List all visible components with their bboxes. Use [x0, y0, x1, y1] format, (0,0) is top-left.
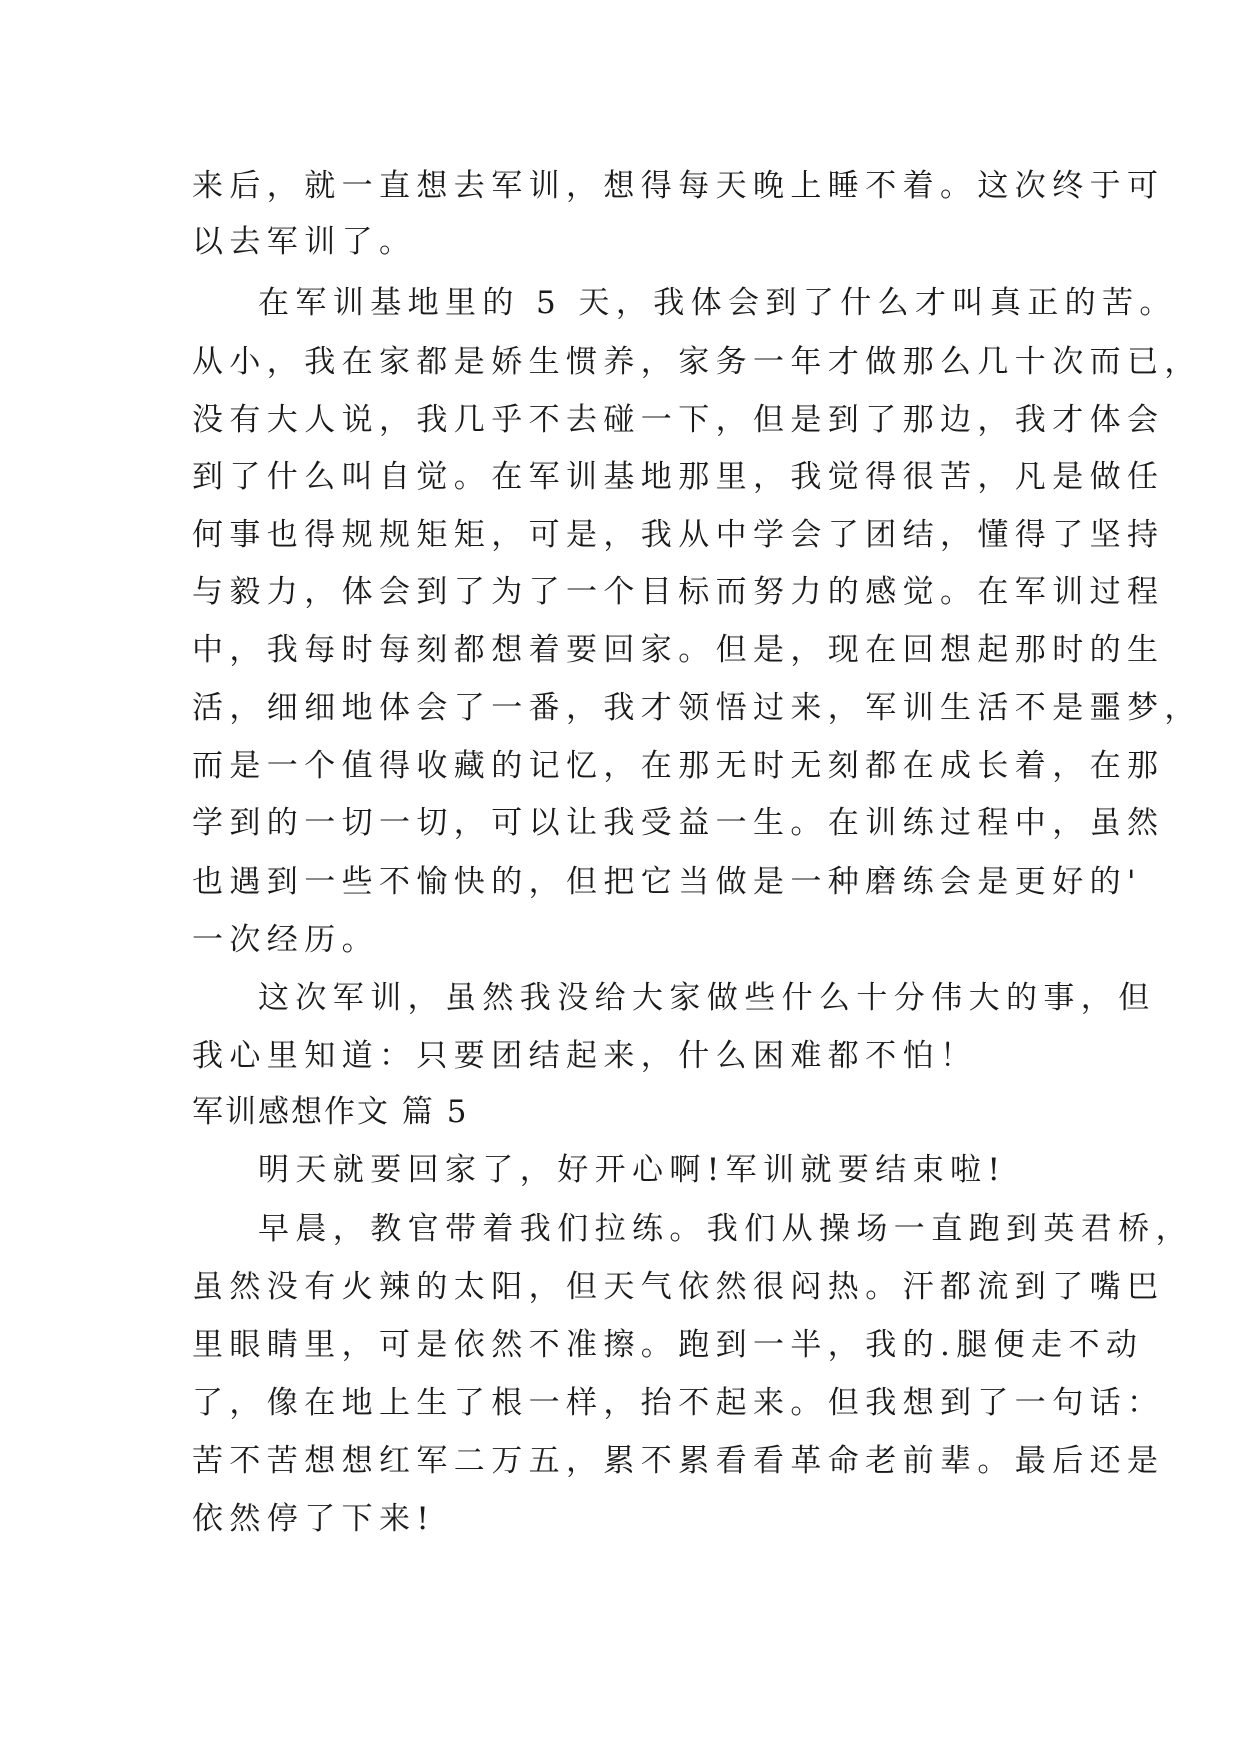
paragraph-line: 中，我每时每刻都想着要回家。但是，现在回想起那时的生 [192, 632, 1165, 668]
paragraph-line: 何事也得规规矩矩，可是，我从中学会了团结，懂得了坚持 [192, 517, 1165, 553]
paragraph-line: 这次军训，虽然我没给大家做些什么十分伟大的事，但 [258, 980, 1156, 1016]
section-heading: 军训感想作文 篇 5 [192, 1094, 469, 1130]
paragraph-line: 也遇到一些不愉快的，但把它当做是一种磨练会是更好的' [192, 864, 1142, 900]
paragraph-line: 里眼睛里，可是依然不准擦。跑到一半，我的.腿便走不动 [192, 1327, 1144, 1363]
paragraph-line: 一次经历。 [192, 922, 379, 958]
paragraph-line: 活，细细地体会了一番，我才领悟过来，军训生活不是噩梦， [192, 690, 1202, 726]
paragraph-line: 早晨，教官带着我们拉练。我们从操场一直跑到英君桥， [258, 1211, 1193, 1247]
paragraph-line: 依然停了下来! [192, 1501, 436, 1537]
paragraph-line: 而是一个值得收藏的记忆，在那无时无刻都在成长着，在那 [192, 748, 1165, 784]
paragraph-line: 到了什么叫自觉。在军训基地那里，我觉得很苦，凡是做任 [192, 459, 1165, 495]
paragraph-line: 我心里知道：只要团结起来，什么困难都不怕！ [192, 1038, 978, 1074]
paragraph-line: 与毅力，体会到了为了一个目标而努力的感觉。在军训过程 [192, 574, 1165, 610]
paragraph-line: 学到的一切一切，可以让我受益一生。在训练过程中，虽然 [192, 805, 1165, 841]
paragraph-line: 来后，就一直想去军训，想得每天晚上睡不着。这次终于可 [192, 168, 1165, 204]
paragraph-line: 了，像在地上生了根一样，抬不起来。但我想到了一句话： [192, 1385, 1165, 1421]
paragraph-line: 明天就要回家了，好开心啊!军训就要结束啦! [258, 1152, 1007, 1188]
paragraph-line: 没有大人说，我几乎不去碰一下，但是到了那边，我才体会 [192, 402, 1165, 438]
paragraph-line: 在军训基地里的 5 天，我体会到了什么才叫真正的苦。 [258, 285, 1177, 321]
paragraph-line: 苦不苦想想红军二万五，累不累看看革命老前辈。最后还是 [192, 1443, 1165, 1479]
paragraph-line: 以去军训了。 [192, 224, 417, 260]
paragraph-line: 从小，我在家都是娇生惯养，家务一年才做那么几十次而已， [192, 344, 1202, 380]
paragraph-line: 虽然没有火辣的太阳，但天气依然很闷热。汗都流到了嘴巴 [192, 1269, 1165, 1305]
